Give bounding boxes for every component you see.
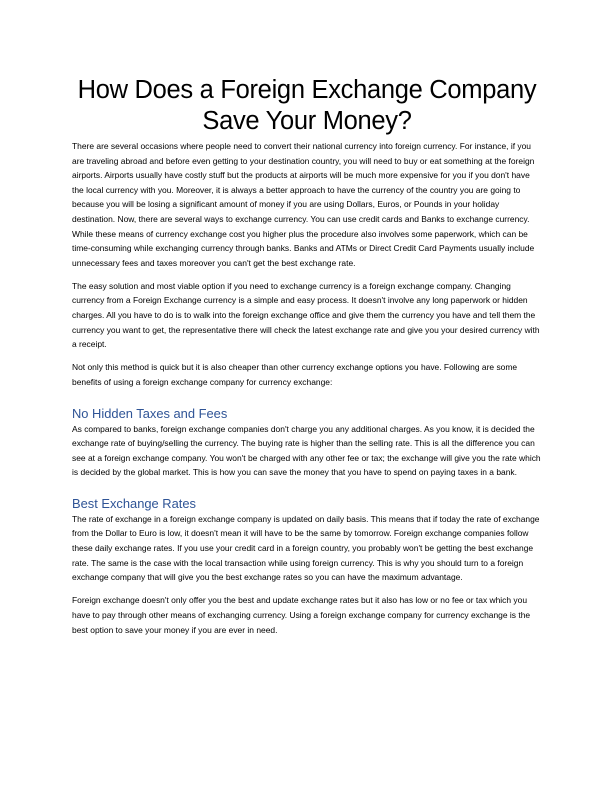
document-page — [72, 75, 542, 646]
section-heading-best-exchange-rates: Best Exchange Rates — [72, 495, 196, 511]
section-1-paragraph-1: As compared to banks, foreign exchange companies don't charge you any additional charges. As you know, it is decided the exchange rate of buying/selling the currency. The buying rate is higher than the selling rate. This is all the difference you can see at a foreign exchange company. You won't be charged with any other fee or tax; the exchange will give you the rate which is decided by the global market. This is how you can save the money that you have to spend on paying taxes in a bank. — [72, 423, 541, 478]
intro-paragraph-3: Not only this method is quick but it is also cheaper than other currency exchange options you have. Following are some benefits of using a foreign exchange company for currency exchange: — [72, 362, 518, 387]
document-title — [72, 75, 542, 137]
intro-paragraph-1: There are several occasions where people need to convert their national currency into foreign currency. For instance, if you are traveling abroad and before even getting to your destination country, you will need to buy or eat something at the foreign airports. Airports usually have costly stuff but the products at airports will be much more expensive for you if you don't have the local currency with you. Moreover, it is always a better approach to have the currency of the country you are going to because you will be losing a significant amount of money if you are using Dollars, Euros, or Pounds in your holiday destination. Now, there are several ways to exchange currency. You can use credit cards and Banks to exchange currency. While these means of currency exchange cost you higher plus the procedure also involves some paperwork, which can be time-consuming while exchanging currency through banks. Banks and ATMs or Direct Credit Card Payments usually include unnecessary fees and taxes moreover you can't get the best exchange rate. — [72, 141, 535, 268]
intro-paragraph-2: The easy solution and most viable option if you need to exchange currency is a foreign exchange company. Changing currency from a Foreign Exchange currency is a simple and easy process. It doesn't involve any long paperwork or hidden charges. All you have to do is to walk into the foreign exchange office and give them the currency you have and tell them the currency you want to get, the representative there will check the latest exchange rate and give you your desired currency with a receipt. — [72, 280, 540, 350]
title-line-1: How Does a Foreign Exchange Company — [77, 76, 537, 104]
section-2-paragraph-2: Foreign exchange doesn't only offer you the best and update exchange rates but it also has low or no fee or tax which you have to pay through other means of exchanging currency. Using a foreign exchange company for currency exchange is the best option to save your money if you are ever in need. — [72, 595, 531, 635]
title-line-2: Save Your Money? — [202, 107, 412, 135]
section-2-paragraph-1: The rate of exchange in a foreign exchange company is updated on daily basis. This means that if today the rate of exchange from the Dollar to Euro is low, it doesn't mean it will have to be the same by tomorrow. Foreign exchange companies follow these daily exchange rates. If you use your credit card in a foreign country, you probably won't be getting the best exchange rate. The same is the case with the local transaction while using foreign currency. This is why you should turn to a foreign exchange company that will give you the best exchange rates so you can have the maximum advantage. — [72, 513, 540, 583]
section-heading-no-hidden-taxes: No Hidden Taxes and Fees — [72, 405, 228, 421]
